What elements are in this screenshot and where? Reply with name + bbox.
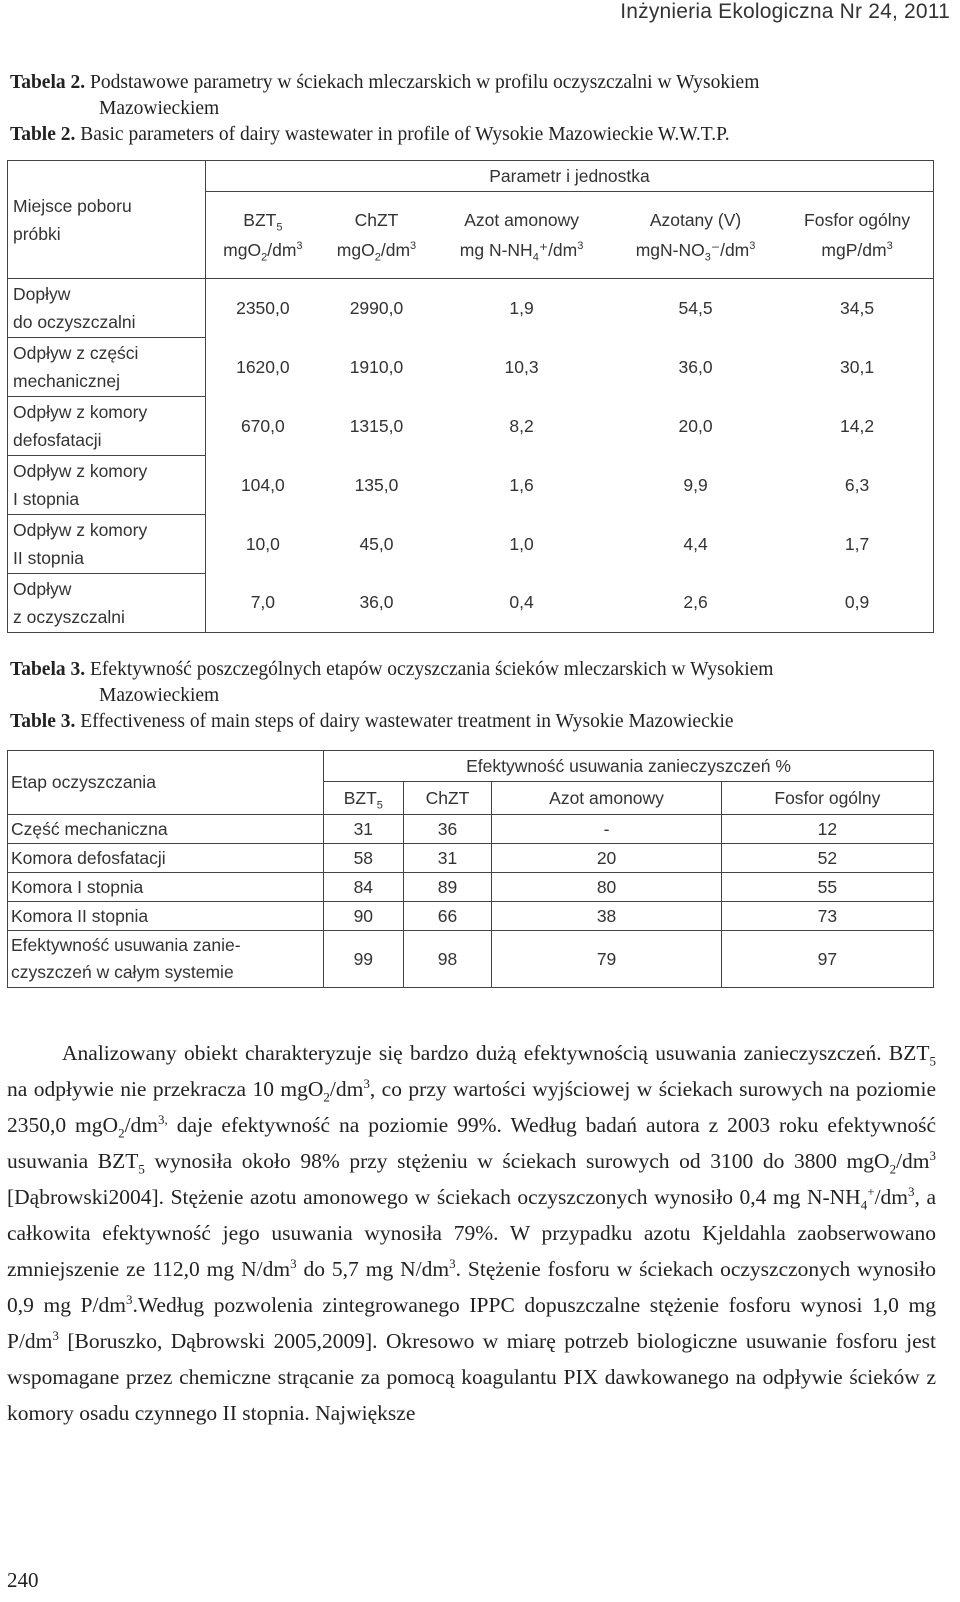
table-cell: 8,2 [509, 415, 534, 436]
table-cell: 1315,0 [349, 415, 404, 436]
table3-corner-header: Etap oczyszczania [8, 751, 324, 815]
table-cell: 2,6 [683, 592, 708, 613]
running-header: Inżynieria Ekologiczna Nr 24, 2011 [620, 0, 950, 23]
table-cell: 36,0 [678, 356, 713, 377]
table3-group-header: Efektywność usuwania zanieczyszczeń % [324, 751, 934, 782]
table3-row-label: Komora I stopnia [8, 873, 324, 902]
table-cell: 1910,0 [349, 356, 404, 377]
table3-row-label: Komora II stopnia [8, 902, 324, 931]
table2-title-en: Basic parameters of dairy wastewater in profile of Wysokie Mazowieckie W.W.T.P. [80, 124, 730, 145]
table-cell: 7,0 [250, 592, 276, 613]
table2-column-header: $BZT_5$ $mgO_2/dm^3$ [206, 192, 320, 279]
table2-label-pl: Tabela 2. [10, 72, 86, 93]
table2-row-label: Dopływ do oczyszczalni [8, 279, 206, 338]
table-cell: 670,0 [240, 415, 285, 436]
table2-column-header: Azotany (V) mgN-$NO_3^-/dm^3$ [610, 192, 781, 279]
table-cell: 80 [492, 873, 721, 902]
table-row [8, 815, 934, 844]
table3-col-bzt: $BZT_5$ [324, 782, 404, 815]
table-row [8, 844, 934, 873]
table3-label-en: Table 3. [10, 711, 76, 732]
table-cell: 1,9 [509, 297, 534, 318]
table-row [8, 515, 934, 574]
table2-row-label: Odpływ z oczyszczalni [8, 574, 206, 633]
table2-title-pl: Podstawowe parametry w ściekach mleczarskich w profilu oczyszczalni w Wysokiem [90, 72, 760, 93]
table-row [8, 902, 934, 931]
table3-title-pl-cont: Mazowieckiem [99, 685, 220, 706]
table-row [8, 873, 934, 902]
table-cell: 84 [324, 873, 404, 902]
table-cell: 135,0 [354, 474, 399, 495]
table-cell: 1,7 [844, 533, 870, 554]
table-row [8, 574, 934, 633]
table-cell: 99 [324, 931, 404, 988]
table-cell: 1,6 [509, 474, 534, 495]
table-cell: 1,0 [509, 533, 534, 554]
table-cell: 36 [403, 815, 492, 844]
table-cell: 2350,0 [236, 297, 290, 318]
table-row [8, 338, 934, 397]
table-cell: 2990,0 [349, 297, 404, 318]
table2-corner-header: Miejsce poboru próbki [8, 161, 206, 279]
table-cell: 10,0 [245, 533, 280, 554]
table3-total-label: Efektywność usuwania zanie- czyszczeń w całym systemie [8, 931, 324, 988]
table-cell: 79 [492, 931, 721, 988]
table3-row-label: Część mechaniczna [8, 815, 324, 844]
table-cell: 97 [721, 931, 933, 988]
table3-caption [10, 657, 940, 735]
page-number: 240 [7, 1568, 39, 1592]
table-cell: 30,1 [840, 356, 875, 377]
table-row [8, 397, 934, 456]
table-cell: 54,5 [678, 297, 713, 318]
table3-col-fosfor: Fosfor ogólny [721, 782, 933, 815]
table3-col-chzt: ChZT [403, 782, 492, 815]
table3-title-pl: Efektywność poszczególnych etapów oczyszczania ścieków mleczarskich w Wysokiem [90, 659, 774, 680]
table-cell: 6,3 [844, 474, 870, 495]
table2-row-label: Odpływ z komory I stopnia [8, 456, 206, 515]
table2 [7, 160, 934, 633]
table-cell: 14,2 [840, 415, 875, 436]
table-cell: 52 [721, 844, 933, 873]
table-cell: 89 [403, 873, 492, 902]
table-cell: 20 [492, 844, 721, 873]
table-cell: 9,9 [683, 474, 708, 495]
table-cell: 73 [721, 902, 933, 931]
table-cell: 31 [324, 815, 404, 844]
table2-column-header: Azot amonowy mg $N-NH_4^+/dm^3$ [433, 192, 610, 279]
table2-column-header: Fosfor ogólny mgP/$dm^3$ [781, 192, 933, 279]
table-cell: 38 [492, 902, 721, 931]
table2-column-header: ChZT $mgO_2/dm^3$ [320, 192, 434, 279]
table3-col-azot: Azot amonowy [492, 782, 721, 815]
table-cell: 45,0 [359, 533, 394, 554]
table3 [7, 750, 934, 988]
table-cell: 0,4 [509, 592, 534, 613]
table-row [8, 456, 934, 515]
table-cell: 20,0 [678, 415, 713, 436]
table-cell: 58 [324, 844, 404, 873]
table-cell: 12 [721, 815, 933, 844]
table3-row-label: Komora defosfatacji [8, 844, 324, 873]
table2-row-label: Odpływ z komory defosfatacji [8, 397, 206, 456]
table3-label-pl: Tabela 3. [10, 659, 86, 680]
table2-label-en: Table 2. [10, 124, 76, 145]
body-paragraph: Analizowany obiekt charakteryzuje się bardzo dużą efektywnością usuwania zanieczyszczeń. $BZT_5$ na odpływie nie przekracza 10 $mgO_2/dm^3$, co przy wartości wyjściowej w ściekach surowych na poziomie 2350,0 $mgO_2/dm^{3,}$ daje efektywność na poziomie 99%. Według badań autora z 2003 roku efektywność usuwania $BZT_5$ wynosiła około 98% przy stężeniu w ściekach surowych od 3100 do 3800 $mgO_2/dm^3$ [Dąbrowski2004]. Stężenie azotu amonowego w ściekach oczyszczonych wynosiło 0,4 mg $N-NH_4^+/dm^3$, a całkowita efektywność jego usuwania wynosiła 79%. W przypadku azotu Kjeldahla zaobserwowano zmniejszenie ze 112,0 mg $N/dm^3$ do 5,7 mg $N/dm^3$. Stężenie fosforu w ściekach oczyszczonych wynosiło 0,9 mg $P/dm^3.Według$ pozwolenia zintegrowanego IPPC dopuszczalne stężenie fosforu wynosi 1,0 mg $P/dm^3$ [Boruszko, Dąbrowski 2005,2009]. Okresowo w miarę potrzeb biologiczne usuwanie fosforu jest wspomagane przez chemiczne strącanie za pomocą koagulantu PIX dawkowanego na odpływie ścieków z komory osadu czynnego II stopnia. Największe [7, 1041, 937, 1425]
table-cell: 34,5 [840, 297, 875, 318]
table-cell: 4,4 [683, 533, 708, 554]
table-cell: 1620,0 [236, 356, 290, 377]
table-cell: 31 [403, 844, 492, 873]
table2-caption [10, 70, 940, 148]
table-cell: 36,0 [359, 592, 394, 613]
table-cell: 10,3 [504, 356, 539, 377]
table-row [8, 279, 934, 338]
table-cell: 98 [403, 931, 492, 988]
table-cell: 55 [721, 873, 933, 902]
table-cell: 66 [403, 902, 492, 931]
table2-row-label: Odpływ z komory II stopnia [8, 515, 206, 574]
table2-title-pl-cont: Mazowieckiem [99, 98, 220, 119]
table2-row-label: Odpływ z części mechanicznej [8, 338, 206, 397]
table-cell: 0,9 [844, 592, 870, 613]
table-cell: - [492, 815, 721, 844]
table3-title-en: Effectiveness of main steps of dairy wastewater treatment in Wysokie Mazowieckie [80, 711, 734, 732]
table-row [8, 931, 934, 988]
table2-group-header: Parametr i jednostka [206, 161, 934, 192]
table-cell: 90 [324, 902, 404, 931]
table-cell: 104,0 [240, 474, 285, 495]
